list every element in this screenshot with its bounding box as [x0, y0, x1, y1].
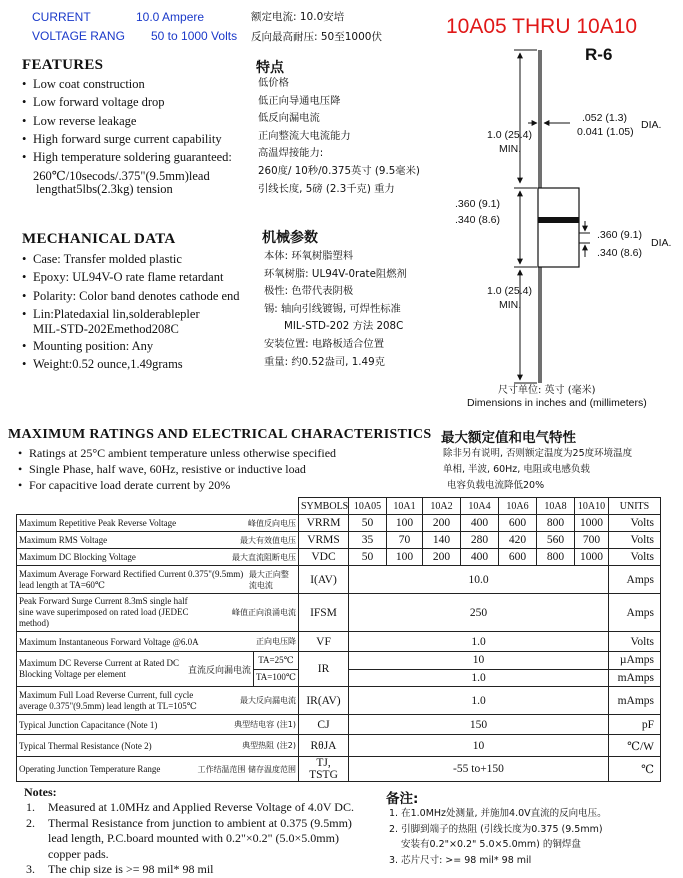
cn-mech: 极性: 色带代表阴极: [264, 285, 354, 298]
body-len-2: .340 (8.6): [455, 214, 500, 226]
cn-mech-title: 机械参数: [262, 230, 318, 246]
cn-note: 3. 芯片尺寸: >= 98 mil* 98 mil: [389, 854, 532, 866]
condition-cell: TA=100℃: [256, 672, 296, 683]
value-cell: 1000: [575, 549, 609, 566]
cn-note: 1. 在1.0MHz处测量, 并施加4.0V直流的反向电压。: [389, 808, 607, 819]
param-name: Typical Junction Capacitance (Note 1): [19, 719, 158, 730]
cn-feature: 260度/ 10秒/0.375英寸 (9.5毫米): [258, 164, 420, 177]
table-row: [17, 532, 661, 549]
value-cell: 35: [349, 532, 387, 549]
param-cn: 正向电压降: [256, 637, 296, 646]
ratings-table: [16, 497, 661, 782]
symbol-cell: IR(AV): [299, 687, 349, 715]
value-cell: 200: [423, 515, 461, 532]
param-name: Operating Junction Temperature Range: [19, 764, 161, 774]
cn-feature: 低反向漏电流: [258, 112, 320, 125]
cn-rating-note: 电容负载电流降低20%: [447, 480, 545, 491]
cn-mech: 环氧树脂: UL94V-0rate阻燃剂: [264, 267, 407, 280]
table-row: [17, 757, 661, 782]
unit-cell: ℃/W: [609, 735, 661, 757]
value-cell: 600: [499, 515, 537, 532]
value-cell: 700: [575, 532, 609, 549]
table-row: [17, 687, 661, 715]
col-header: 10A10: [575, 498, 609, 515]
param-name: Maximum Instantaneous Forward Voltage @6.0A: [19, 636, 199, 647]
value-cell: 400: [461, 549, 499, 566]
value-cell: 10: [349, 735, 609, 757]
cn-mech: 安装位置: 电路板适合位置: [264, 337, 385, 350]
value-cell: 140: [423, 532, 461, 549]
unit-cell: Volts: [609, 549, 661, 566]
value-cell: 200: [423, 549, 461, 566]
value-cell: 1000: [575, 515, 609, 532]
table-row: [17, 566, 661, 594]
cn-notes-list: [389, 806, 607, 868]
table-row: [17, 715, 661, 735]
col-header: 10A2: [423, 498, 461, 515]
mech-item: • Polarity: Color band denotes cathode end: [22, 287, 240, 305]
body-len-1: .360 (9.1): [455, 198, 500, 210]
symbol-cell: I(AV): [299, 566, 349, 594]
notes-list: [26, 800, 354, 878]
symbol-cell: TJ, TSTG: [299, 757, 349, 782]
value-cell: 420: [499, 532, 537, 549]
lead-dia-label: DIA.: [641, 119, 662, 131]
cn-ratings-title: 最大额定值和电气特性: [441, 430, 576, 446]
value-cell: 70: [387, 532, 423, 549]
part-range-title: 10A05 THRU 10A10: [446, 15, 638, 38]
mech-item: • Mounting position: Any: [22, 337, 183, 355]
cn-notes-title: 备注:: [386, 791, 419, 807]
table-row: [17, 735, 661, 757]
table-row: [17, 652, 661, 670]
table-row: [17, 549, 661, 566]
note-item: 2. Thermal Resistance from junction to ambient at 0.375 (9.5mm): [26, 815, 352, 830]
mechanical-list: [22, 250, 240, 323]
feature-item: • High temperature soldering guaranteed:: [22, 148, 232, 166]
note-item: 1. Measured at 1.0MHz and Applied Reverse Voltage of 4.0V DC.: [26, 800, 354, 814]
unit-cell: Volts: [609, 515, 661, 532]
value-cell: 250: [349, 594, 609, 632]
cn-features-list: [258, 75, 420, 198]
cn-voltage: 反向最高耐压: 50至1000伏: [251, 31, 382, 43]
min-label-bottom: MIN.: [499, 299, 522, 311]
mech-item: • Case: Transfer molded plastic: [22, 250, 240, 268]
feature-item: • Low forward voltage drop: [22, 93, 232, 111]
unit-cell: pF: [609, 715, 661, 735]
param-cn: 直流反向漏电流: [187, 664, 251, 675]
mech-std: MIL-STD-202Emethod208C: [33, 322, 179, 336]
value-cell: 50: [349, 549, 387, 566]
cn-rating-note: 单相, 半波, 60Hz, 电阻或电感负载: [443, 464, 590, 475]
current-label: CURRENT: [32, 10, 91, 24]
value-cell: 1.0: [349, 687, 609, 715]
feature-item: • Low coat construction: [22, 75, 232, 93]
cn-features-title: 特点: [256, 60, 284, 76]
units-note: Dimensions in inches and (millimeters): [467, 397, 647, 409]
param-name: Maximum Repetitive Peak Reverse Voltage: [19, 518, 177, 528]
unit-cell: µAmps: [609, 652, 661, 670]
param-name: Peak Forward Surge Current 8.3mS single half sine wave superimposed on rated load (JEDEC method): [19, 596, 189, 628]
cn-note: 2. 引脚到端子的热阻 (引线长度为0.375 (9.5mm): [389, 823, 603, 835]
voltage-label: VOLTAGE RANG: [32, 29, 125, 43]
symbol-cell: IR: [299, 652, 349, 687]
value-cell: 1.0: [349, 669, 609, 687]
unit-cell: mAmps: [609, 687, 661, 715]
col-header: UNITS: [609, 498, 661, 515]
value-cell: 600: [499, 549, 537, 566]
note-item: lead length, P.C.board mounted with 0.2"×0.2" (5.0×5.0mm): [48, 831, 339, 845]
symbol-cell: CJ: [299, 715, 349, 735]
features-title: FEATURES: [22, 57, 104, 73]
ratings-notes: [18, 445, 336, 493]
cn-feature: 低价格: [258, 77, 289, 89]
rating-note: • For capacitive load derate current by 20%: [18, 477, 336, 493]
solder-line2: lengthat5lbs(2.3kg) tension: [36, 182, 173, 196]
col-header: 10A1: [387, 498, 423, 515]
param-cn: 最大直流阻断电压: [232, 552, 296, 562]
unit-cell: Volts: [609, 632, 661, 652]
cn-mech: 锡: 轴向引线镀锡, 可焊性标准: [264, 302, 401, 315]
table-header-row: [17, 498, 661, 515]
value-cell: 10.0: [349, 566, 609, 594]
col-header: SYMBOLS: [299, 498, 349, 515]
body-dia-1: .360 (9.1): [597, 229, 642, 241]
cn-mech: 重量: 约0.52盎司, 1.49克: [264, 355, 385, 368]
symbol-cell: VRMS: [299, 532, 349, 549]
unit-cell: Amps: [609, 566, 661, 594]
param-name: Maximum DC Blocking Voltage: [19, 552, 136, 562]
solder-line1: 260℃/10secods/.375"(9.5mm)lead: [33, 169, 210, 183]
unit-cell: Volts: [609, 532, 661, 549]
col-header: 10A8: [537, 498, 575, 515]
voltage-value: 50 to 1000 Volts: [151, 29, 238, 43]
value-cell: 10: [349, 652, 609, 670]
value-cell: 280: [461, 532, 499, 549]
param-name: Maximum Average Forward Rectified Current 0.375"(9.5mm) lead length at TA=60℃: [19, 568, 244, 590]
symbol-cell: VF: [299, 632, 349, 652]
condition-cell: TA=25℃: [254, 652, 298, 670]
value-cell: 560: [537, 532, 575, 549]
param-cn: 工作结温范围 储存温度范围: [197, 764, 296, 774]
cn-mech: MIL-STD-202 方法 208C: [284, 320, 404, 333]
ratings-title: MAXIMUM RATINGS AND ELECTRICAL CHARACTERISTICS: [8, 427, 432, 442]
features-list: [22, 75, 232, 166]
symbol-cell: IFSM: [299, 594, 349, 632]
lead-len-bottom: 1.0 (25.4): [487, 285, 532, 297]
cn-rating-notes: [443, 446, 632, 494]
param-cn: 峰值反向电压: [248, 518, 296, 528]
col-header: 10A4: [461, 498, 499, 515]
unit-cell: Amps: [609, 594, 661, 632]
unit-cell: mAmps: [609, 669, 661, 687]
mechanical-list-2: [22, 337, 183, 374]
symbol-cell: RθJA: [299, 735, 349, 757]
value-cell: 100: [387, 549, 423, 566]
mechanical-title: MECHANICAL DATA: [22, 231, 176, 247]
value-cell: 100: [387, 515, 423, 532]
param-cn: 最大反向漏电流: [240, 696, 296, 705]
col-header: 10A6: [499, 498, 537, 515]
cn-units: 尺寸单位: 英寸 (毫米): [498, 385, 596, 396]
cn-mech-list: [264, 248, 407, 371]
cn-note: 安装有0.2"×0.2" 5.0×5.0mm) 的铜焊盘: [401, 839, 581, 850]
rating-note: • Single Phase, half wave, 60Hz, resistive or inductive load: [18, 461, 336, 477]
param-cn: 典型热阻 (注2): [242, 741, 296, 750]
unit-cell: ℃: [609, 757, 661, 782]
param-name: Typical Thermal Resistance (Note 2): [19, 740, 152, 751]
cn-rating-note: 除非另有说明, 否则额定温度为25度环境温度: [443, 448, 633, 459]
param-name: Maximum DC Reverse Current at Rated DC Blocking Voltage per element: [19, 658, 179, 679]
param-cn: 最大正向整流电流: [248, 569, 289, 590]
cn-current: 额定电流: 10.0安培: [251, 11, 345, 23]
cn-feature: 高温焊接能力:: [258, 147, 324, 160]
col-header: 10A05: [349, 498, 387, 515]
note-item: copper pads.: [48, 846, 109, 861]
current-value: 10.0 Ampere: [136, 10, 205, 24]
mech-item: • Weight:0.52 ounce,1.49grams: [22, 355, 183, 373]
body-dia-label: DIA.: [651, 237, 672, 249]
package-label: R-6: [585, 45, 613, 64]
value-cell: 800: [537, 515, 575, 532]
symbol-cell: VDC: [299, 549, 349, 566]
lead-dia-2: 0.041 (1.05): [577, 126, 634, 138]
param-cn: 峰值正向浪涌电流: [232, 608, 296, 617]
table-row: [17, 632, 661, 652]
value-cell: 1.0: [349, 632, 609, 652]
table-row: [17, 515, 661, 532]
cn-feature: 正向整流大电流能力: [258, 129, 351, 142]
symbol-cell: VRRM: [299, 515, 349, 532]
cn-feature: 引线长度, 5磅 (2.3千克) 重力: [258, 182, 395, 195]
feature-item: • High forward surge current capability: [22, 130, 232, 148]
value-cell: 800: [537, 549, 575, 566]
min-label-top: MIN.: [499, 143, 522, 155]
table-row: [17, 594, 661, 632]
note-item: 3. The chip size is >= 98 mil* 98 mil: [26, 862, 214, 876]
feature-item: • Low reverse leakage: [22, 112, 232, 130]
body-dia-2: .340 (8.6): [597, 247, 642, 259]
value-cell: 150: [349, 715, 609, 735]
mech-item: • Lin:Platedaxial lin,solderablepler: [22, 305, 240, 323]
param-cn: 典型结电容 (注1): [234, 720, 296, 729]
param-cn: 最大有效值电压: [240, 535, 296, 545]
value-cell: 400: [461, 515, 499, 532]
lead-dia-1: .052 (1.3): [582, 112, 627, 124]
param-name: Maximum Full Load Reverse Current, full cycle average 0.375"(9.5mm) lead length at TL=105℃: [19, 689, 197, 711]
cn-feature: 低正向导通电压降: [258, 94, 341, 107]
value-cell: 50: [349, 515, 387, 532]
value-cell: -55 to+150: [349, 757, 609, 782]
param-name: Maximum RMS Voltage: [19, 535, 108, 545]
mech-item: • Epoxy: UL94V-O rate flame retardant: [22, 268, 240, 286]
notes-title: Notes:: [24, 785, 57, 799]
cn-mech: 本体: 环氧树脂塑料: [264, 250, 354, 262]
rating-note: • Ratings at 25°C ambient temperature unless otherwise specified: [18, 445, 336, 461]
lead-len-top: 1.0 (25.4): [487, 129, 532, 141]
